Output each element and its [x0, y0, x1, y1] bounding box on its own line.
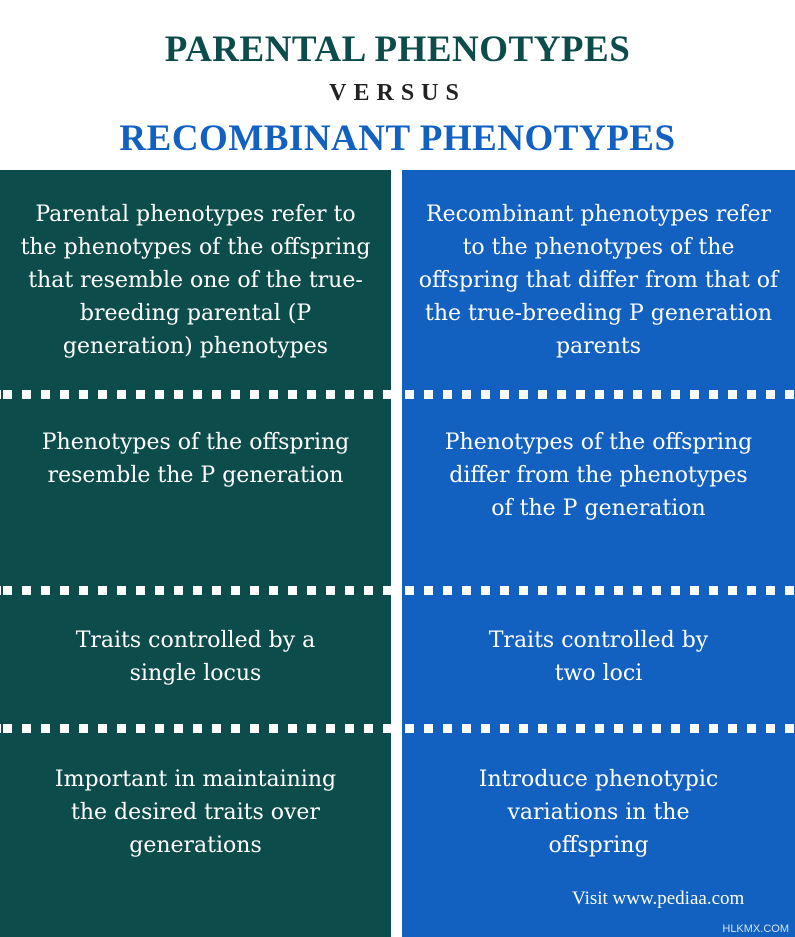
parental-column [0, 170, 391, 937]
recombinant-traits: Traits controlled by two loci [488, 628, 709, 686]
watermark: HLKMX.COM [722, 923, 789, 935]
parental-offspring-resemblance: Phenotypes of the offspring resemble the P generation [41, 430, 350, 488]
row-divider [0, 586, 391, 595]
row-divider [402, 724, 795, 733]
source-credit: Visit www.pediaa.com [572, 888, 745, 909]
recombinant-offspring-difference: Phenotypes of the offspring differ from the phenotypes of the P generation [444, 430, 753, 521]
recombinant-column [402, 170, 795, 937]
parental-traits: Traits controlled by a single locus [75, 628, 316, 686]
title-right: RECOMBINANT PHENOTYPES [119, 118, 676, 159]
row-divider [0, 724, 391, 733]
row-divider [402, 586, 795, 595]
parental-importance: Important in maintaining the desired traits over generations [54, 767, 337, 858]
recombinant-importance: Introduce phenotypic variations in the offspring [478, 767, 719, 858]
versus-label: VERSUS [329, 80, 466, 106]
title-left: PARENTAL PHENOTYPES [164, 29, 631, 70]
parental-definition: Parental phenotypes refer to the phenotypes of the offspring that resemble one of the true-breeding parental (P generation) phenotypes [20, 202, 371, 359]
row-divider [402, 390, 795, 399]
row-divider [0, 390, 391, 399]
recombinant-definition: Recombinant phenotypes refer to the phenotypes of the offspring that differ from that of the true-breeding P generation parents [418, 202, 779, 359]
